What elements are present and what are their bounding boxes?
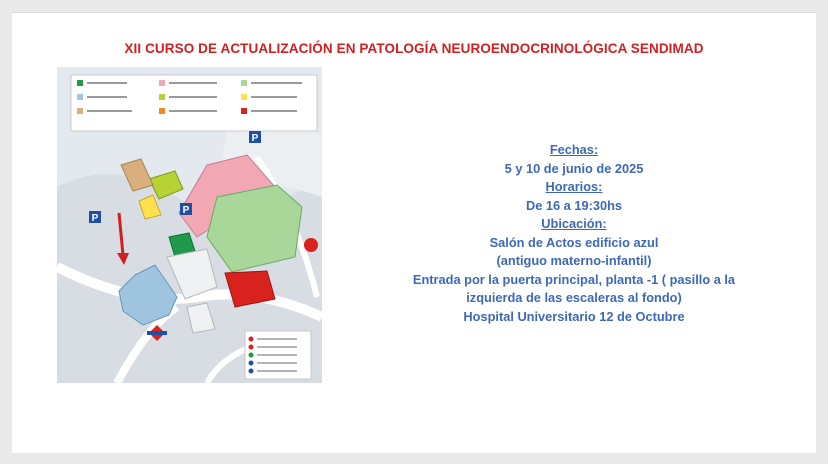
location-line: Salón de Actos edificio azul <box>489 234 659 250</box>
location-label: Ubicación: <box>541 216 607 231</box>
parking-label: P <box>91 213 99 224</box>
legend-swatch <box>77 108 83 114</box>
map-graphic <box>57 67 322 383</box>
legend-swatch <box>77 94 83 100</box>
legend-swatch <box>159 94 165 100</box>
legend-swatch <box>241 94 247 100</box>
hospital-map <box>57 67 322 383</box>
dates-label: Fechas: <box>549 142 599 157</box>
legend-swatch <box>241 80 247 86</box>
parking-label: P <box>251 133 259 144</box>
road-marker-icon <box>304 238 318 252</box>
parking-label: P <box>182 205 190 216</box>
location-line: Entrada por la puerta principal, planta -1 ( pasillo a la <box>412 271 736 287</box>
slide <box>12 12 816 453</box>
event-info <box>384 141 764 326</box>
dates-value: 5 y 10 de junio de 2025 <box>504 160 644 176</box>
legend-swatch <box>159 80 165 86</box>
legend-swatch <box>77 80 83 86</box>
location-line: Hospital Universitario 12 de Octubre <box>463 308 685 324</box>
metro-bar <box>147 331 167 335</box>
page-title: XII CURSO DE ACTUALIZACIÓN EN PATOLOGÍA NEUROENDOCRINOLÓGICA SENDIMAD <box>124 41 704 56</box>
hours-value: De 16 a 19:30hs <box>525 197 623 213</box>
hours-label: Horarios: <box>545 179 603 194</box>
location-line: izquierda de las escaleras al fondo) <box>466 290 682 305</box>
legend-swatch <box>241 108 247 114</box>
legend-swatch <box>159 108 165 114</box>
location-line: (antiguo materno-infantil) <box>496 253 652 268</box>
